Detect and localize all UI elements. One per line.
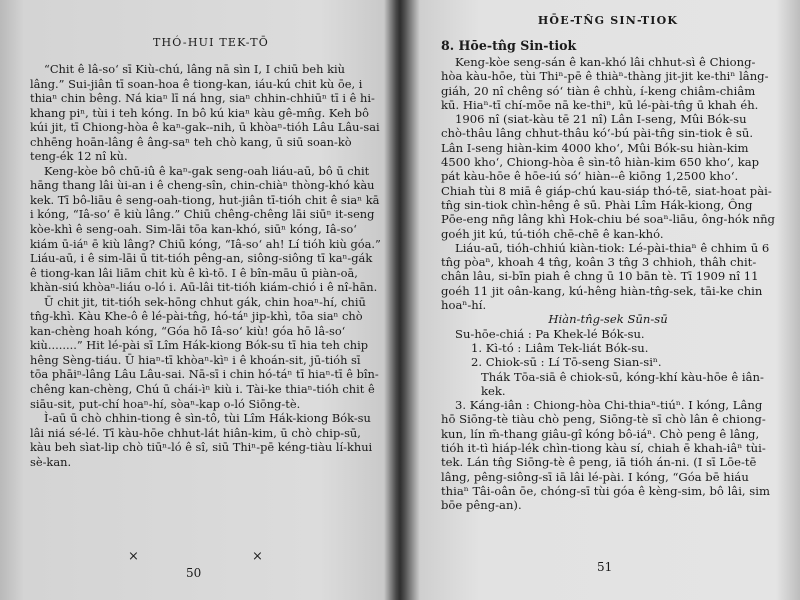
program-line: 2. Chiok-sū : Lí Tō-seng Sian-siⁿ.: [471, 355, 662, 370]
section-mark: ×: [128, 549, 139, 564]
body-paragraph: 3. Káng-iân : Chiong-hòa Chi-thiaⁿ-tiúⁿ. I kóng, Lâng hō Siōng-tè tiàu chò peng, Siōng-tè sī chò lân ê chiong-kun, lín m̄-thang giâu-gî kóng bô-iáⁿ. Chò peng ê lâng, tióh it-tì hiáp-lék chìn-tiong kàu sí, chiah ē khah-iâⁿ tùi-tek. Lán tn̂g Siōng-tè ê peng, iā tióh án-ni. (I sī Lōe-tē lâng, pêng-siông-sī iā lâi lé-pài. I kóng, “Góa bē hiáu thiaⁿ Tâi-oân ōe, chóng-sī tùi góa ê kèng-sim, bô lâi, sim bōe pêng-an).: [441, 398, 770, 513]
page-number: 51: [597, 560, 613, 574]
running-head: HŌE-TN̂G SIN-TIOK: [537, 14, 679, 27]
body-paragraph: Ū chit jit, tit-tióh sek-hōng chhut gák, chin hoaⁿ-hí, chiū tn̂g-khì. Kàu Khe-ô ê lé-pài-tn̂g, hó-táⁿ jip-khì, tōa siaⁿ chò kan-chèng hoah kóng, “Góa hō Iâ-soʻ kiù! góa hō lâ-soʻ kiù........” Hit lé-pài sī Lîm Hák-kiong Bók-su tī hia teh chip hêng Sèng-tiáu. Ū hiaⁿ-tī khòaⁿ-kìⁿ i ê khoán-sit, jū-tióh sī tōa phāiⁿ-lâng Lâu Lâu-sai. Nā-sī i chin hó-táⁿ tī hiaⁿ-tī ê bîn-chêng kan-chèng, Chú ū chái-ìⁿ kiù i. Tài-ke thiaⁿ-tióh chit ê siāu-sit, put-chí hoaⁿ-hí, sòaⁿ-kap o-ló Siōng-tè.: [30, 294, 379, 411]
page-number: 50: [186, 566, 202, 580]
right-page: [415, 0, 800, 600]
body-paragraph: Liáu-aū, tióh-chhiú kiàn-tiok: Lé-pài-thiaⁿ ê chhim ū 6 tn̂g pòaⁿ, khoah 4 tn̂g, koân 3 tn̂g 3 chhioh, thâh chit-chân lâu, si-bīn piah ê chng ū 10 bān tè. Tī 1909 nî 11 goéh 11 jit oân-kang, kú-hêng hiàn-tn̂g-sek, tāi-ke chin hoaⁿ-hí.: [441, 240, 770, 313]
program-line: Su-hōe-chiá : Pa Khek-lé Bók-su.: [455, 326, 645, 341]
body-paragraph: 1906 nî (siat-kàu tē 21 nî) Lân I-seng, Mûi Bók-su chò-thâu lâng chhut-thâu kóʻ-bú pài-tn̂g sin-tiok ê sū. Lân I-seng hiàn-kim 4000 khoʻ, Mûi Bók-su hiàn-kim 4500 khoʻ, Chiong-hòa ê sìn-tô hiàn-kim 650 khoʻ, kap pát kàu-hōe ê hōe-iú sóʻ hiàn--ê kiōng 1,2500 khoʻ. Chiah tùi 8 miā ê giáp-chú kau-siáp thó-tē, siat-hoat pài-tn̂g sin-tiok chìn-hêng ê sū. Phài Lîm Hák-kiong, Ông Pōe-eng nn̄g lâng khì Hok-chiu bé soaⁿ-liāu, ông-hók nn̄g goéh jit kú, tú-tióh chē-chē ê kan-khó.: [441, 112, 775, 241]
body-paragraph: Keng-kòe bô chū-iû ê kaⁿ-gak seng-oah liáu-aū, bô ū chit hāng thang lâi ùi-an i ê cheng-sîn, chin-chiàⁿ thòng-khó kàu kek. Tī bô-liāu ê seng-oah-tiong, hut-jiân tī-tióh chit ê siaⁿ kā i kóng, “Iâ-soʻ ē kiù lâng.” Chiū chêng-chêng lāi siūⁿ it-seng kòe-khì ê seng-oah. Sim-lāi tōa kan-khó, siūⁿ kóng, Iâ-soʻ kiám ū-iáⁿ ē kiù lâng? Chiū kóng, “Iâ-soʻ ah! Lí tióh kiù góa.” Liáu-aū, i ê sim-lāi ū tit-tióh pêng-an, siông-siông tī kaⁿ-gák ê tiong-kan lâi liām chit kù ê kì-tō. I ê bîn-māu ū piàn-oā, khàn-siú khòaⁿ-liáu o-ló i. Aū-lâi tit-tióh kiám-chió i ê nî-hān.: [30, 163, 381, 295]
program-line: Thák Tōa-siā ê chiok-sū, kóng-khí kàu-hōe ê iân-kek.: [481, 369, 764, 398]
section-title: 8. Hōe-tn̂g Sin-tiok: [441, 38, 577, 53]
section-mark: ×: [252, 549, 263, 564]
program-line: 1. Kì-tó : Liâm Tek-liát Bók-su.: [471, 340, 649, 355]
body-paragraph: “Chit ê lâ-soʻ sī Kiù-chú, lâng nā sìn I, I chiū beh kiù lâng.” Sui-jiân tī soan-hoa ê tiong-kan, iáu-kú chit kù ōe, i thiaⁿ chin bêng. Ná kiaⁿ lī ná hng, siaⁿ chhin-chhiūⁿ tī i ê hi-khang piⁿ, tùi i teh kóng. In bô kú kiaⁿ kàu gê-mn̂g. Keh bô kúi jit, tī Chiong-hòa ê kaⁿ-gak--nih, ū khòaⁿ-tióh Lâu Lâu-sai chhēng hoān-lâng ê âng-saⁿ teh chò kang, ū siū soan-kò teng-ék 12 nî kù.: [30, 62, 380, 164]
subheading: Hiàn-tn̂g-sek Sūn-sū: [548, 312, 668, 327]
running-head: THÓ-HUI TEK-TŌ: [152, 36, 270, 49]
body-paragraph: Ì-aū ū chò chhin-tiong ê sìn-tô, tùi Lîm Hák-kiong Bók-su lâi niá sé-lé. Tī kàu-hōe chhut-lát hiân-kim, ū chò chip-sū, kàu beh sìat-lip chò tiūⁿ-ló ê sî, siū Thiⁿ-pē kéng-tiàu lí-khui sè-kan.: [30, 411, 373, 469]
body-paragraph: Keng-kòe seng-sán ê kan-khó lâi chhut-sì ê Chiong-hòa kàu-hōe, tùi Thiⁿ-pē ê thiàⁿ-thàng jit-jit ke-thiⁿ lâng-giáh, 20 nî chêng sóʻ tiàn ê chhù, í-keng chiâm-chiâm kū. Hiaⁿ-tī chí-mōe nā ke-thiⁿ, kū lé-pài-tn̂g ū khah éh.: [441, 55, 769, 112]
